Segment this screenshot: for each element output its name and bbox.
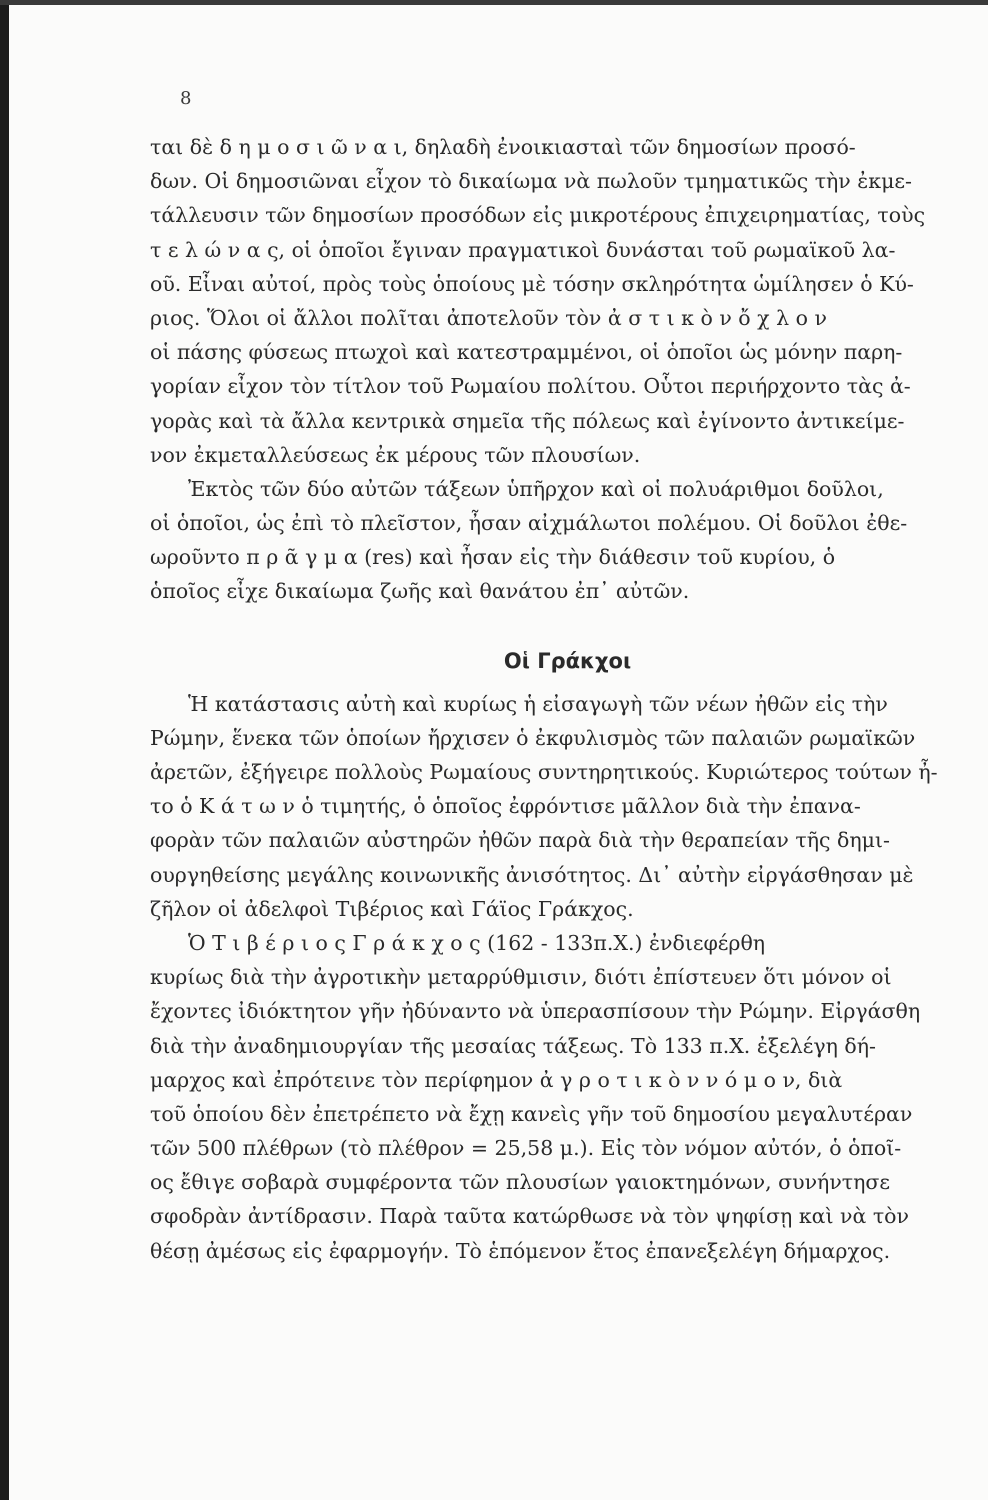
text-line: σφοδρὰν ἀντίδρασιν. Παρὰ ταῦτα κατώρθωσε νὰ τὸν ψηφίσῃ καὶ νὰ τὸν	[150, 1204, 909, 1229]
text-line: τῶν 500 πλέθρων (τὸ πλέθρον = 25,58 μ.). Εἰς τὸν νόμον αὐτόν, ὁ ὁποῖ-	[150, 1136, 902, 1161]
text-line: δων. Οἱ δημοσιῶναι εἶχον τὸ δικαίωμα νὰ πωλοῦν τμηματικῶς τὴν ἐκμε-	[150, 169, 912, 194]
text-line: γορὰς καὶ τὰ ἄλλα κεντρικὰ σημεῖα τῆς πόλεως καὶ ἐγίνοντο ἀντικείμε-	[150, 408, 905, 433]
paragraph	[150, 926, 965, 1268]
text-line: Ὁ Τ ι β έ ρ ι ο ς Γ ρ ά κ χ ο ς (162 - 133π.Χ.) ἐνδιεφέρθη	[188, 930, 766, 955]
text-line: ριος. Ὅλοι οἱ ἄλλοι πολῖται ἀποτελοῦν τὸν ἀ σ τ ι κ ὸ ν ὄ χ λ ο ν	[150, 305, 827, 330]
text-line: μαρχος καὶ ἐπρότεινε τὸν περίφημον ἀ γ ρ ο τ ι κ ὸ ν ν ό μ ο ν, διὰ	[150, 1067, 843, 1092]
text-line: ται δὲ δ η μ ο σ ι ῶ ν α ι, δηλαδὴ ἐνοικιασταὶ τῶν δημοσίων προσό-	[150, 135, 856, 159]
text-line: θέσῃ ἀμέσως εἰς ἐφαρμογήν. Τὸ ἑπόμενον ἔτος ἐπανεξελέγη δήμαρχος.	[150, 1238, 891, 1263]
text-line: Ρώμην, ἕνεκα τῶν ὁποίων ἤρχισεν ὁ ἐκφυλισμὸς τῶν παλαιῶν ρωμαϊκῶν	[150, 725, 916, 750]
paragraph	[150, 472, 965, 609]
body-text	[150, 130, 965, 1268]
text-line: το ὁ Κ ά τ ω ν ὁ τιμητής, ὁ ὁποῖος ἐφρόντισε μᾶλλον διὰ τὴν ἐπανα-	[150, 794, 861, 819]
page-edge-shadow-top	[0, 0, 988, 5]
section-heading: Οἱ Γράκχοι	[503, 648, 632, 673]
text-line: κυρίως διὰ τὴν ἀγροτικὴν μεταρρύθμισιν, διότι ἐπίστευεν ὅτι μόνον οἱ	[150, 965, 892, 990]
text-line: ζῆλον οἱ ἀδελφοὶ Τιβέριος καὶ Γάϊος Γράκχος.	[150, 896, 634, 921]
text-line: τοῦ ὁποίου δὲν ἐπετρέπετο νὰ ἔχῃ κανεὶς γῆν τοῦ δημοσίου μεγαλυτέραν	[150, 1101, 913, 1126]
paragraph	[150, 130, 965, 472]
text-line: γορίαν εἶχον τὸν τίτλον τοῦ Ρωμαίου πολίτου. Οὗτοι περιήρχοντο τὰς ἀ-	[150, 374, 911, 399]
text-line: διὰ τὴν ἀναδημιουργίαν τῆς μεσαίας τάξεως. Τὸ 133 π.Χ. ἐξελέγη δή-	[150, 1033, 876, 1058]
text-line: οῦ. Εἶναι αὐτοί, πρὸς τοὺς ὁποίους μὲ τόσην σκληρότητα ὡμίλησεν ὁ Κύ-	[150, 271, 914, 296]
page-edge-shadow-left	[0, 0, 9, 1500]
text-line: ωροῦντο π ρ ᾶ γ μ α (res) καὶ ἦσαν εἰς τὴν διάθεσιν τοῦ κυρίου, ὁ	[150, 545, 836, 570]
text-line: Ἡ κατάστασις αὐτὴ καὶ κυρίως ἡ εἰσαγωγὴ τῶν νέων ἠθῶν εἰς τὴν	[188, 691, 888, 716]
page-number: 8	[180, 88, 192, 109]
text-line: ἔχοντες ἰδιόκτητον γῆν ἠδύναντο νὰ ὑπερασπίσουν τὴν Ρώμην. Εἰργάσθη	[150, 999, 921, 1024]
text-line: φορὰν τῶν παλαιῶν αὐστηρῶν ἠθῶν παρὰ διὰ τὴν θεραπείαν τῆς δημι-	[150, 828, 890, 853]
text-line: οἱ πάσης φύσεως πτωχοὶ καὶ κατεστραμμένοι, οἱ ὁποῖοι ὡς μόνην παρη-	[150, 340, 903, 365]
text-line: οἱ ὁποῖοι, ὡς ἐπὶ τὸ πλεῖστον, ἦσαν αἰχμάλωτοι πολέμου. Οἱ δοῦλοι ἐθε-	[150, 511, 908, 536]
text-line: ὁποῖος εἶχε δικαίωμα ζωῆς καὶ θανάτου ἐπ᾿ αὐτῶν.	[150, 579, 690, 604]
text-line: Ἐκτὸς τῶν δύο αὐτῶν τάξεων ὑπῆρχον καὶ οἱ πολυάριθμοι δοῦλοι,	[188, 476, 884, 501]
paragraph	[150, 687, 965, 926]
text-line: ος ἔθιγε σοβαρὰ συμφέροντα τῶν πλουσίων γαιοκτημόνων, συνήντησε	[150, 1170, 891, 1195]
text-line: τ ε λ ώ ν α ς, οἱ ὁποῖοι ἔγιναν πραγματικοὶ δυνάσται τοῦ ρωμαϊκοῦ λα-	[150, 237, 896, 262]
text-line: νον ἐκμεταλλεύσεως ἐκ μέρους τῶν πλουσίων.	[150, 442, 641, 467]
text-line: ουργηθείσης μεγάλης κοινωνικῆς ἀνισότητος. Δι᾿ αὐτὴν εἰργάσθησαν μὲ	[150, 862, 914, 887]
text-line: τάλλευσιν τῶν δημοσίων προσόδων εἰς μικροτέρους ἐπιχειρηματίας, τοὺς	[150, 203, 926, 228]
text-line: ἀρετῶν, ἐξήγειρε πολλοὺς Ρωμαίους συντηρητικούς. Κυριώτερος τούτων ἦ-	[150, 760, 938, 784]
